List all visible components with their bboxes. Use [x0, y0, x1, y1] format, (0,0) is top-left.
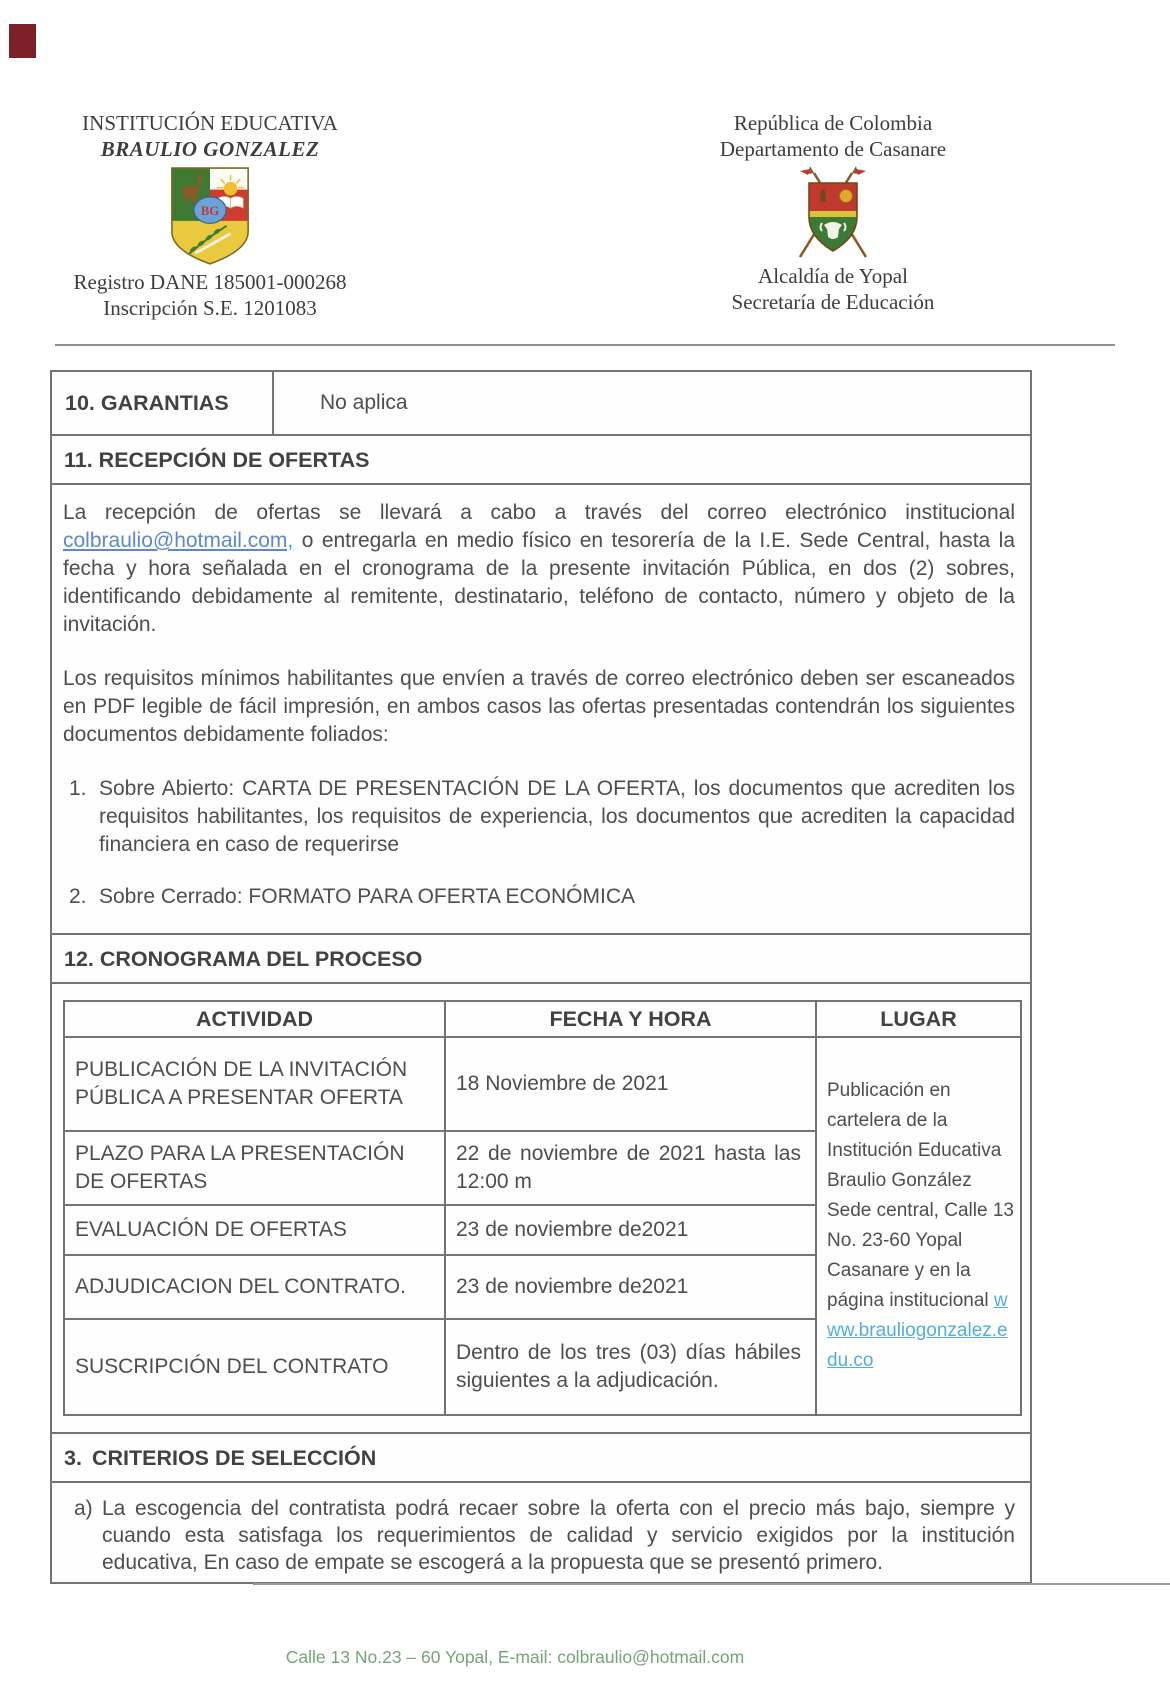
website-link[interactable]: www.brauliogonzalez.edu.co [827, 1290, 1008, 1371]
section-3-marker: 3. [64, 1445, 82, 1470]
footer-divider [253, 1583, 1170, 1585]
fecha-cell: 23 de noviembre de2021 [445, 1255, 816, 1319]
fecha-cell: 22 de noviembre de 2021 hasta las 12:00 m [445, 1131, 816, 1205]
section-3-body [52, 1483, 1030, 1582]
header-government [668, 110, 998, 315]
garantias-value: No aplica [320, 391, 408, 414]
section-12-header [52, 935, 1030, 984]
list-item-number: 1. [69, 777, 87, 800]
garantias-row [52, 372, 1030, 436]
section-3-header [52, 1434, 1030, 1483]
list-item-text: Sobre Cerrado: FORMATO PARA OFERTA ECONÓMICA [99, 885, 636, 908]
section-11-header [52, 436, 1030, 485]
actividad-cell: SUSCRIPCIÓN DEL CONTRATO [64, 1319, 445, 1415]
lugar-cell [816, 1037, 1021, 1415]
yopal-coat-of-arms-icon [772, 165, 894, 261]
cronograma-table [63, 1000, 1022, 1416]
secretaria-line: Secretaría de Educación [731, 290, 935, 314]
recepcion-paragraph-2: Los requisitos mínimos habilitantes que envíen a través de correo electrónico deben ser escaneados en PDF legible de fácil impresión, en ambos casos las ofertas presentadas contendrán los siguientes documentos debidamente foliados: [63, 667, 1015, 746]
p1-before: La recepción de ofertas se llevará a cabo a través del correo electrónico institucional [63, 501, 1015, 524]
list-item [63, 883, 1015, 911]
section-12-title: 12. CRONOGRAMA DEL PROCESO [64, 946, 423, 971]
section-11-body [52, 485, 1030, 935]
registro-dane: Registro DANE 185001-000268 [73, 270, 347, 294]
criterio-item-text: La escogencia del contratista podrá recaer sobre la oferta con el precio más bajo, siempre y cuando esta satisfaga los requerimientos de calidad y servicio exigidos por la institución educativa, En caso de empate se escogerá a la propuesta que se presentó primero. [102, 1497, 1015, 1574]
fecha-cell: 23 de noviembre de2021 [445, 1205, 816, 1255]
fecha-cell: Dentro de los tres (03) días hábiles siguientes a la adjudicación. [445, 1319, 816, 1415]
list-item-text: Sobre Abierto: CARTA DE PRESENTACIÓN DE LA OFERTA, los documentos que acrediten los requisitos habilitantes, los requisitos de experiencia, los documentos que acrediten la capacidad financiera en caso de requerirse [99, 777, 1015, 856]
column-header-fecha: FECHA Y HORA [445, 1001, 816, 1037]
institution-line1: INSTITUCIÓN EDUCATIVA [82, 111, 338, 135]
cronograma-cell [52, 984, 1030, 1434]
section-3-title: CRITERIOS DE SELECCIÓN [91, 1445, 377, 1470]
section-11-title: 11. RECEPCIÓN DE OFERTAS [64, 447, 370, 472]
header-divider [55, 344, 1115, 346]
svg-text:BG: BG [200, 204, 220, 219]
footer-address: Calle 13 No.23 – 60 Yopal, E-mail: colbraulio@hotmail.com [285, 1647, 745, 1667]
actividad-cell: ADJUDICACION DEL CONTRATO. [64, 1255, 445, 1319]
table-row [64, 1037, 1021, 1131]
department-line: Departamento de Casanare [719, 137, 947, 161]
scan-corner-mark [9, 24, 36, 58]
republic-line: República de Colombia [733, 111, 933, 135]
recepcion-paragraph-1 [63, 499, 1015, 639]
email-link[interactable]: colbraulio@hotmail.com, [63, 529, 294, 552]
actividad-cell: PLAZO PARA LA PRESENTACIÓN DE OFERTAS [64, 1131, 445, 1205]
header-institution [50, 110, 370, 321]
list-item-number: 2. [69, 885, 87, 908]
actividad-cell: EVALUACIÓN DE OFERTAS [64, 1205, 445, 1255]
criterio-item-marker: a) [74, 1497, 93, 1520]
garantias-label: 10. GARANTIAS [52, 372, 274, 434]
inscripcion-se: Inscripción S.E. 1201083 [103, 296, 317, 320]
column-header-actividad: ACTIVIDAD [64, 1001, 445, 1037]
column-header-lugar: LUGAR [816, 1001, 1021, 1037]
list-item [63, 775, 1015, 859]
alcaldia-line: Alcaldía de Yopal [758, 264, 908, 288]
actividad-cell: PUBLICACIÓN DE LA INVITACIÓN PÚBLICA A PRESENTAR OFERTA [64, 1037, 445, 1131]
school-crest-icon [166, 165, 254, 267]
criterio-item [64, 1495, 1015, 1576]
fecha-cell: 18 Noviembre de 2021 [445, 1037, 816, 1131]
lugar-text: Publicación en cartelera de la Institución Educativa Braulio González Sede central, Calle 13 No. 23-60 Yopal Casanare y en la página institucional [827, 1080, 1014, 1311]
institution-name: BRAULIO GONZALEZ [100, 137, 320, 161]
main-document-table [50, 370, 1032, 1584]
cronograma-header-row [64, 1001, 1021, 1037]
sobres-list [63, 775, 1015, 911]
p1-after: o entregarla en medio físico en tesorería de la I.E. Sede Central, hasta la fecha y hora señalada en el cronograma de la presente invitación Pública, en dos (2) sobres, identificando debidamente al remitente, destinatario, teléfono de contacto, número y objeto de la invitación. [63, 529, 1015, 636]
